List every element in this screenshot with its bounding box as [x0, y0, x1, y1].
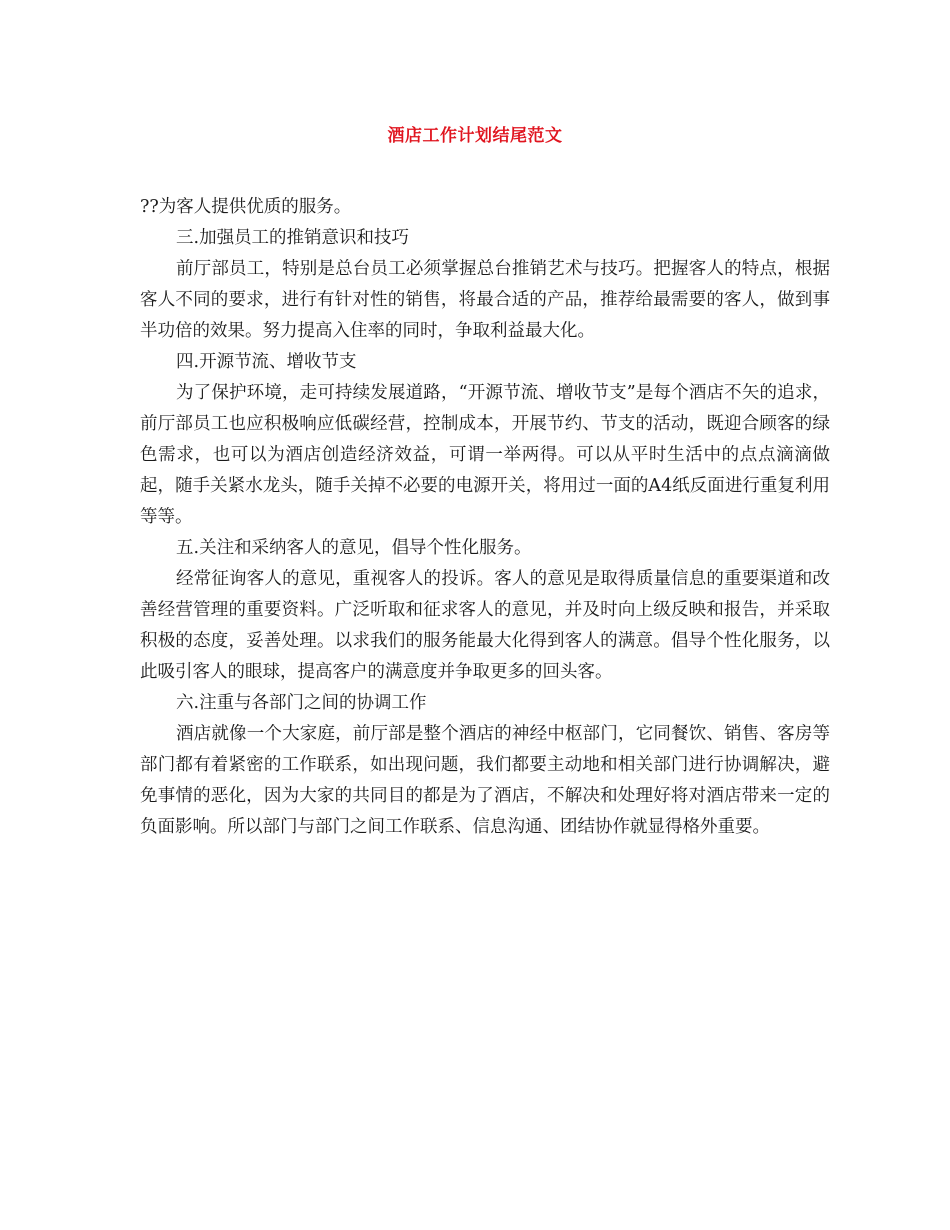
section-heading-4: 四.开源节流、增收节支 — [176, 352, 357, 372]
paragraph-coordination: 酒店就像一个大家庭，前厅部是整个酒店的神经中枢部门，它同餐饮、销售、客房等部门都有着紧密的工作联系，如出现问题，我们都要主动地和相关部门进行协调解决，避免事情的恶化，因为大家的共同目的都是为了酒店，不解决和处理好将对酒店带来一定的负面影响。所以部门与部门之间工作联系、信息沟通、团结协作就显得格外重要。 — [140, 724, 830, 837]
paragraph-continuation: ??为客人提供优质的服务。 — [140, 197, 352, 217]
paragraph-guest-feedback: 经常征询客人的意见，重视客人的投诉。客人的意见是取得质量信息的重要渠道和改善经营管理的重要资料。广泛听取和征求客人的意见，并及时向上级反映和报告，并采取积极的态度，妥善处理。以求我们的服务能最大化得到客人的满意。倡导个性化服务，以此吸引客人的眼球，提高客户的满意度并争取更多的回头客。 — [140, 569, 830, 682]
section-heading-5: 五.关注和采纳客人的意见，倡导个性化服务。 — [176, 538, 532, 558]
section-heading-3: 三.加强员工的推销意识和技巧 — [176, 228, 410, 248]
paragraph-sales-skills: 前厅部员工，特别是总台员工必须掌握总台推销艺术与技巧。把握客人的特点，根据客人不同的要求，进行有针对性的销售，将最合适的产品，推荐给最需要的客人，做到事半功倍的效果。努力提高入住率的同时，争取利益最大化。 — [140, 259, 830, 341]
document-body — [140, 192, 830, 843]
document-title: 酒店工作计划结尾范文 — [387, 126, 563, 146]
paragraph-cost-saving: 为了保护环境，走可持续发展道路，“开源节流、增收节支”是每个酒店不矢的追求，前厅部员工也应积极响应低碳经营，控制成本，开展节约、节支的活动，既迎合顾客的绿色需求，也可以为酒店创造经济效益，可谓一举两得。可以从平时生活中的点点滴滴做起，随手关紧水龙头，随手关掉不必要的电源开关，将用过一面的A4纸反面进行重复利用等等。 — [140, 383, 830, 527]
section-heading-6: 六.注重与各部门之间的协调工作 — [176, 693, 427, 713]
